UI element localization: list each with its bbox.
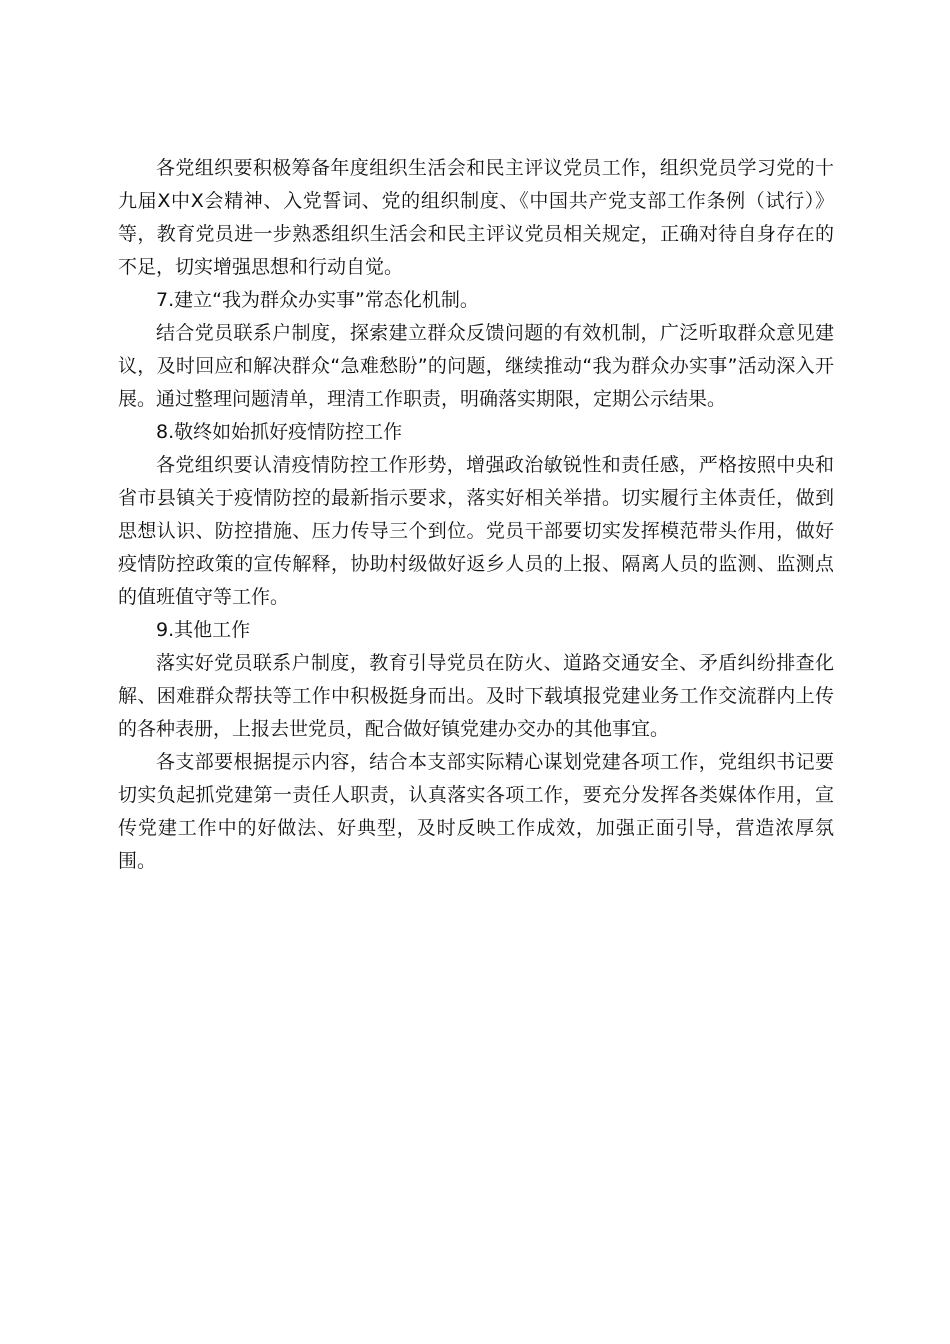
- document-body: [118, 152, 834, 878]
- section-heading-7: 7.建立“我为群众办实事”常态化机制。: [156, 289, 479, 311]
- section-heading-9: 9.其他工作: [156, 619, 251, 641]
- paragraph-epidemic-control: 各党组织要认清疫情防控工作形势，增强政治敏锐性和责任感，严格按照中央和省市县镇关于疫情防控的最新指示要求，落实好相关举措。切实履行主体责任，做到思想认识、防控措施、压力传导三个到位。党员干部要切实发挥模范带头作用，做好疫情防控政策的宣传解释，协助村级做好返乡人员的上报、隔离人员的监测、监测点的值班值守等工作。: [118, 454, 834, 608]
- paragraph-organization-life: 各党组织要积极筹备年度组织生活会和民主评议党员工作，组织党员学习党的十九届Ⅹ中Ⅹ会精神、入党誓词、党的组织制度、《中国共产党支部工作条例（试行）》等，教育党员进一步熟悉组织生活会和民主评议党员相关规定，正确对待自身存在的不足，切实增强思想和行动自觉。: [118, 157, 834, 278]
- section-heading-8: 8.敬终如始抓好疫情防控工作: [156, 421, 403, 443]
- paragraph-conclusion: 各支部要根据提示内容，结合本支部实际精心谋划党建各项工作，党组织书记要切实负起抓党建第一责任人职责，认真落实各项工作，要充分发挥各类媒体作用，宣传党建工作中的好做法、好典型，及时反映工作成效，加强正面引导，营造浓厚氛围。: [118, 751, 834, 872]
- paragraph-mass-service: 结合党员联系户制度，探索建立群众反馈问题的有效机制，广泛听取群众意见建议，及时回应和解决群众“急难愁盼”的问题，继续推动“我为群众办实事”活动深入开展。通过整理问题清单，理清工作职责，明确落实期限，定期公示结果。: [118, 322, 834, 410]
- paragraph-other-work: 落实好党员联系户制度，教育引导党员在防火、道路交通安全、矛盾纠纷排查化解、困难群众帮扶等工作中积极挺身而出。及时下载填报党建业务工作交流群内上传的各种表册，上报去世党员，配合做好镇党建办交办的其他事宜。: [118, 652, 834, 740]
